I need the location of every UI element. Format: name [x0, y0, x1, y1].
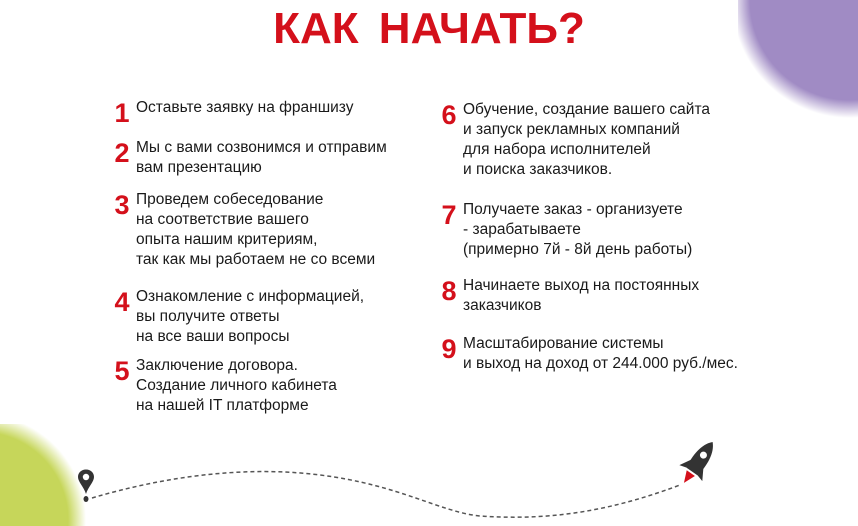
step-2 — [110, 138, 387, 178]
step-number: 6 — [441, 100, 457, 130]
step-number: 9 — [441, 334, 457, 364]
step-7 — [437, 200, 692, 260]
step-text-line: Заключение договора. — [136, 357, 298, 374]
step-text-line: Масштабирование системы — [463, 335, 664, 352]
step-text — [136, 138, 387, 178]
rocket-icon — [672, 434, 724, 491]
step-text — [463, 200, 692, 260]
step-text-line: Получаете заказ - организуете — [463, 201, 683, 218]
step-text-line: для набора исполнителей — [463, 141, 651, 158]
step-3 — [110, 190, 375, 270]
step-text-line: Начинаете выход на постоянных — [463, 277, 700, 294]
step-number: 5 — [114, 356, 130, 386]
step-number: 4 — [114, 287, 130, 317]
page-title: КАК НАЧАТЬ? — [273, 4, 585, 53]
step-text-line: так как мы работаем не со всеми — [136, 251, 376, 268]
step-text-line: Мы с вами созвонимся и отправим — [136, 139, 387, 156]
step-text — [463, 334, 738, 374]
step-9 — [437, 334, 738, 374]
step-text — [463, 276, 699, 316]
step-text-line: Обучение, создание вашего сайта — [463, 101, 710, 118]
step-number: 2 — [114, 138, 130, 168]
step-text-line: и поиска заказчиков. — [463, 161, 613, 178]
step-text-line: на соответствие вашего — [136, 211, 309, 228]
step-text-line: Проведем собеседование — [136, 191, 324, 208]
step-text-line: и запуск рекламных компаний — [463, 121, 680, 138]
step-text — [136, 356, 337, 416]
step-text-line: вы получите ответы — [136, 308, 280, 325]
step-text — [136, 98, 353, 118]
step-text-line: Ознакомление с информацией, — [136, 288, 365, 305]
step-number: 8 — [441, 276, 457, 306]
step-text-line: - зарабатываете — [463, 221, 581, 238]
step-5 — [110, 356, 337, 416]
step-text-line: заказчиков — [463, 297, 542, 314]
step-6 — [437, 100, 710, 180]
step-text-line: вам презентацию — [136, 159, 262, 176]
dashed-route-line — [92, 472, 680, 518]
step-8 — [437, 276, 699, 316]
step-number: 1 — [114, 98, 130, 128]
journey-path — [0, 420, 858, 526]
step-text-line: опыта нашим критериям, — [136, 231, 318, 248]
step-text-line: (примерно 7й - 8й день работы) — [463, 241, 693, 258]
step-text — [136, 287, 364, 347]
step-text-line: Создание личного кабинета — [136, 377, 337, 394]
step-number: 7 — [441, 200, 457, 230]
step-text — [136, 190, 375, 270]
map-pin-icon — [78, 470, 94, 503]
step-text-line: на все ваши вопросы — [136, 328, 290, 345]
step-text-line: Оставьте заявку на франшизу — [136, 99, 354, 116]
step-text — [463, 100, 710, 180]
step-text-line: на нашей IT платформе — [136, 397, 309, 414]
step-text-line: и выход на доход от 244.000 руб./мес. — [463, 355, 738, 372]
step-4 — [110, 287, 364, 347]
step-number: 3 — [114, 190, 130, 220]
step-1 — [110, 98, 353, 128]
